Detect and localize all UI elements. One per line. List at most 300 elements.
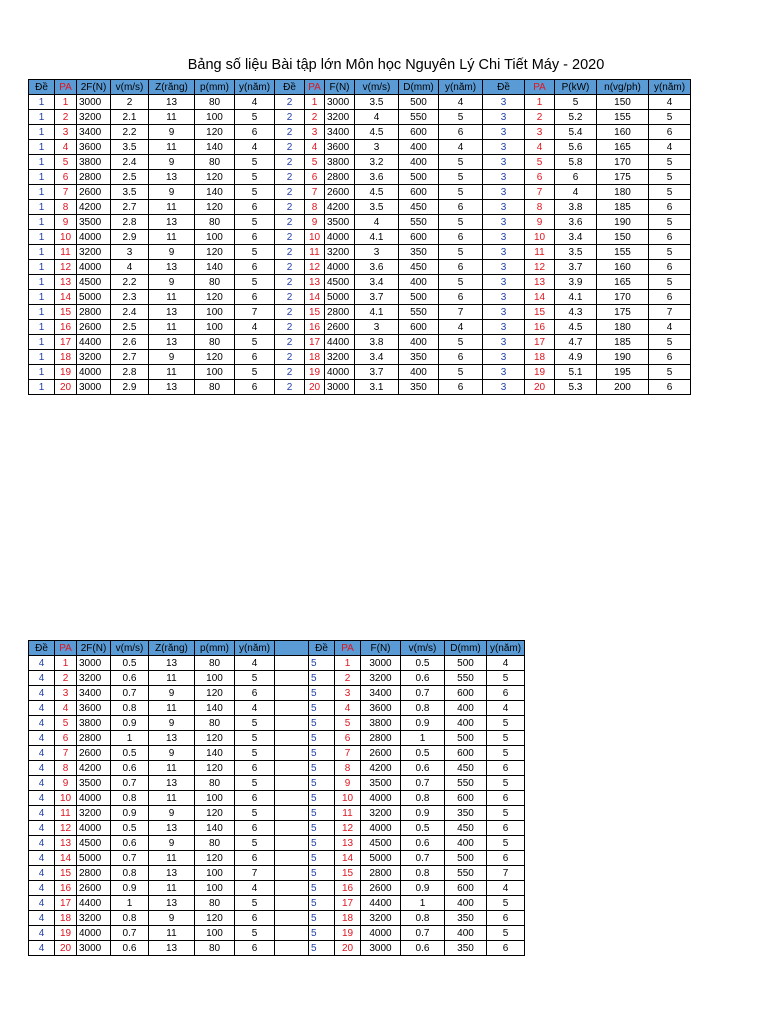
table-cell: 1 bbox=[29, 185, 55, 200]
table-cell: 5 bbox=[487, 896, 525, 911]
table-cell: 10 bbox=[525, 230, 555, 245]
table-cell: 7 bbox=[525, 185, 555, 200]
table-cell: 6 bbox=[487, 851, 525, 866]
table-cell: 3 bbox=[483, 335, 525, 350]
table-cell: 5 bbox=[439, 245, 483, 260]
column-header: n(vg/ph) bbox=[597, 80, 649, 95]
table-cell: 2 bbox=[55, 110, 77, 125]
table-cell: 6 bbox=[235, 230, 275, 245]
table-cell: 4200 bbox=[325, 200, 355, 215]
table-cell: 6 bbox=[235, 200, 275, 215]
table-cell: 5 bbox=[309, 731, 335, 746]
table-cell: 4.5 bbox=[355, 185, 399, 200]
column-header: F(N) bbox=[361, 641, 401, 656]
table-cell: 2600 bbox=[77, 746, 111, 761]
table-cell: 2 bbox=[275, 290, 305, 305]
table-cell: 120 bbox=[195, 170, 235, 185]
table-cell: 3.5 bbox=[355, 95, 399, 110]
table-cell: 2600 bbox=[325, 185, 355, 200]
table-row bbox=[29, 911, 525, 926]
table-cell: 5 bbox=[309, 941, 335, 956]
table-cell: 1 bbox=[29, 170, 55, 185]
table-cell: 1 bbox=[29, 125, 55, 140]
table-cell: 3200 bbox=[325, 350, 355, 365]
table-cell: 2.3 bbox=[111, 290, 149, 305]
table-cell: 4 bbox=[235, 140, 275, 155]
table-cell: 19 bbox=[305, 365, 325, 380]
table-cell: 3200 bbox=[77, 350, 111, 365]
column-header: Đề bbox=[483, 80, 525, 95]
column-header: Z(răng) bbox=[149, 80, 195, 95]
table-cell: 3 bbox=[483, 125, 525, 140]
table-cell: 3800 bbox=[361, 716, 401, 731]
table-cell: 1 bbox=[29, 245, 55, 260]
table-cell: 3500 bbox=[77, 215, 111, 230]
table-cell: 20 bbox=[525, 380, 555, 395]
table-cell bbox=[275, 806, 309, 821]
table-cell: 15 bbox=[305, 305, 325, 320]
table-cell: 3 bbox=[483, 215, 525, 230]
table-row bbox=[29, 776, 525, 791]
table-cell: 2 bbox=[275, 140, 305, 155]
table-cell: 3200 bbox=[77, 245, 111, 260]
table-cell: 4000 bbox=[325, 230, 355, 245]
table-cell: 400 bbox=[399, 275, 439, 290]
table-cell: 4.7 bbox=[555, 335, 597, 350]
table-cell: 190 bbox=[597, 215, 649, 230]
table-row bbox=[29, 716, 525, 731]
table-cell: 4 bbox=[29, 896, 55, 911]
table-cell: 80 bbox=[195, 215, 235, 230]
table-cell: 2.7 bbox=[111, 200, 149, 215]
table-cell: 150 bbox=[597, 230, 649, 245]
table-cell: 4000 bbox=[325, 260, 355, 275]
table-cell: 5 bbox=[309, 791, 335, 806]
table-cell bbox=[275, 716, 309, 731]
table-cell: 3 bbox=[525, 125, 555, 140]
table-cell: 6 bbox=[439, 200, 483, 215]
table-cell: 4200 bbox=[361, 761, 401, 776]
table-cell: 0.5 bbox=[401, 656, 445, 671]
table-cell: 4 bbox=[29, 761, 55, 776]
table-cell: 3 bbox=[483, 155, 525, 170]
table-cell: 11 bbox=[149, 701, 195, 716]
column-header: y(năm) bbox=[649, 80, 691, 95]
table-cell: 13 bbox=[149, 941, 195, 956]
table-cell: 5 bbox=[235, 185, 275, 200]
table-cell: 3200 bbox=[77, 806, 111, 821]
table-cell: 5 bbox=[525, 155, 555, 170]
table-cell: 8 bbox=[305, 200, 325, 215]
table-cell: 6 bbox=[235, 941, 275, 956]
table-cell: 0.6 bbox=[111, 761, 149, 776]
table-cell: 155 bbox=[597, 245, 649, 260]
table-cell: 1 bbox=[29, 140, 55, 155]
table-cell: 2 bbox=[305, 110, 325, 125]
table-cell: 7 bbox=[439, 305, 483, 320]
column-header: PA bbox=[525, 80, 555, 95]
table-cell: 11 bbox=[149, 230, 195, 245]
table-cell: 8 bbox=[55, 200, 77, 215]
table-cell: 16 bbox=[55, 881, 77, 896]
table-cell: 0.8 bbox=[401, 791, 445, 806]
table-cell: 6 bbox=[649, 260, 691, 275]
table-cell: 3800 bbox=[77, 716, 111, 731]
table-cell: 5 bbox=[649, 185, 691, 200]
table-cell: 5 bbox=[235, 896, 275, 911]
table-cell: 4 bbox=[29, 911, 55, 926]
table-cell: 9 bbox=[55, 215, 77, 230]
table-cell: 5 bbox=[439, 110, 483, 125]
table-cell: 9 bbox=[149, 806, 195, 821]
table-cell: 6 bbox=[649, 125, 691, 140]
table-cell: 20 bbox=[335, 941, 361, 956]
table-cell: 5 bbox=[649, 275, 691, 290]
table-cell: 500 bbox=[445, 656, 487, 671]
table-cell: 9 bbox=[149, 155, 195, 170]
table-cell: 0.5 bbox=[401, 821, 445, 836]
table-row bbox=[29, 215, 691, 230]
table-cell: 4 bbox=[29, 776, 55, 791]
table-cell: 600 bbox=[445, 791, 487, 806]
table-cell: 6 bbox=[335, 731, 361, 746]
table-cell: 120 bbox=[195, 851, 235, 866]
table-cell: 7 bbox=[55, 746, 77, 761]
table-cell: 5000 bbox=[361, 851, 401, 866]
table-cell: 3.4 bbox=[355, 350, 399, 365]
table-cell: 6 bbox=[487, 761, 525, 776]
table-cell: 13 bbox=[149, 656, 195, 671]
table-cell: 5 bbox=[487, 806, 525, 821]
table-cell: 6 bbox=[235, 821, 275, 836]
table-cell: 600 bbox=[399, 230, 439, 245]
table-cell: 2.7 bbox=[111, 350, 149, 365]
table-cell: 4400 bbox=[77, 335, 111, 350]
table-cell: 3.5 bbox=[555, 245, 597, 260]
table-cell: 2.4 bbox=[111, 155, 149, 170]
table-cell: 2.9 bbox=[111, 380, 149, 395]
table-cell: 600 bbox=[445, 881, 487, 896]
column-header: D(mm) bbox=[399, 80, 439, 95]
table-cell: 3500 bbox=[325, 215, 355, 230]
table-cell: 0.6 bbox=[401, 671, 445, 686]
table-cell: 140 bbox=[195, 260, 235, 275]
table-cell: 3400 bbox=[77, 125, 111, 140]
table-cell: 4.5 bbox=[355, 125, 399, 140]
column-header: v(m/s) bbox=[401, 641, 445, 656]
table-cell: 4000 bbox=[77, 230, 111, 245]
table-cell: 6 bbox=[487, 941, 525, 956]
table-cell: 1 bbox=[111, 896, 149, 911]
table-cell: 19 bbox=[335, 926, 361, 941]
table-cell: 2 bbox=[275, 125, 305, 140]
table-cell: 1 bbox=[29, 110, 55, 125]
table-cell: 5 bbox=[235, 731, 275, 746]
table-row bbox=[29, 941, 525, 956]
table-cell: 4 bbox=[335, 701, 361, 716]
table-row bbox=[29, 125, 691, 140]
table-row bbox=[29, 290, 691, 305]
table-cell: 3200 bbox=[77, 911, 111, 926]
table-cell: 3400 bbox=[77, 686, 111, 701]
table-cell: 2 bbox=[525, 110, 555, 125]
table-cell: 9 bbox=[149, 686, 195, 701]
table-cell: 3600 bbox=[325, 140, 355, 155]
table-cell: 3000 bbox=[77, 380, 111, 395]
table-cell: 2.2 bbox=[111, 275, 149, 290]
table-cell: 400 bbox=[399, 365, 439, 380]
table-cell: 5 bbox=[235, 215, 275, 230]
table-cell: 3.7 bbox=[355, 290, 399, 305]
table-cell: 4 bbox=[355, 110, 399, 125]
table-cell: 5 bbox=[235, 170, 275, 185]
table-cell: 17 bbox=[55, 896, 77, 911]
table-cell: 14 bbox=[335, 851, 361, 866]
table-cell: 4 bbox=[111, 260, 149, 275]
table-cell: 6 bbox=[487, 911, 525, 926]
table-cell: 500 bbox=[399, 95, 439, 110]
table-cell: 9 bbox=[149, 125, 195, 140]
table-row bbox=[29, 686, 525, 701]
table-cell: 0.8 bbox=[111, 866, 149, 881]
table-cell: 0.6 bbox=[111, 941, 149, 956]
table-cell: 3000 bbox=[77, 656, 111, 671]
table-cell: 3 bbox=[483, 305, 525, 320]
table-cell: 100 bbox=[195, 866, 235, 881]
table-cell: 11 bbox=[149, 926, 195, 941]
table-row bbox=[29, 896, 525, 911]
table-cell: 11 bbox=[149, 791, 195, 806]
table-cell: 3 bbox=[483, 365, 525, 380]
table-cell: 11 bbox=[149, 881, 195, 896]
table-cell: 3 bbox=[483, 230, 525, 245]
table-cell: 3600 bbox=[77, 140, 111, 155]
table-row bbox=[29, 836, 525, 851]
table-cell: 2 bbox=[275, 305, 305, 320]
table-cell: 4 bbox=[235, 320, 275, 335]
table-cell: 0.7 bbox=[401, 776, 445, 791]
table-row bbox=[29, 365, 691, 380]
table-cell: 2600 bbox=[361, 746, 401, 761]
table-cell: 3.4 bbox=[555, 230, 597, 245]
table-cell: 165 bbox=[597, 275, 649, 290]
table-cell: 4 bbox=[235, 701, 275, 716]
table-cell: 0.6 bbox=[111, 671, 149, 686]
table-row bbox=[29, 866, 525, 881]
table-cell: 1 bbox=[335, 656, 361, 671]
table-cell: 12 bbox=[525, 260, 555, 275]
table-cell: 450 bbox=[445, 821, 487, 836]
table-cell: 18 bbox=[55, 350, 77, 365]
table-cell: 2800 bbox=[361, 731, 401, 746]
table-cell: 200 bbox=[597, 380, 649, 395]
table-cell: 0.9 bbox=[401, 716, 445, 731]
table-cell: 6 bbox=[235, 380, 275, 395]
table-cell: 3 bbox=[483, 245, 525, 260]
table-cell: 2800 bbox=[77, 866, 111, 881]
table-cell: 5 bbox=[335, 716, 361, 731]
table-cell: 3800 bbox=[325, 155, 355, 170]
table-cell: 2 bbox=[275, 230, 305, 245]
column-header: v(m/s) bbox=[111, 80, 149, 95]
table-row bbox=[29, 746, 525, 761]
table-cell bbox=[275, 941, 309, 956]
column-header: D(mm) bbox=[445, 641, 487, 656]
table-cell: 6 bbox=[235, 761, 275, 776]
table-cell bbox=[275, 911, 309, 926]
table-cell: 1 bbox=[29, 350, 55, 365]
table-cell: 9 bbox=[149, 350, 195, 365]
table-cell: 500 bbox=[445, 851, 487, 866]
table-cell: 5 bbox=[649, 170, 691, 185]
table-cell: 16 bbox=[305, 320, 325, 335]
table-cell: 0.7 bbox=[111, 686, 149, 701]
table-cell: 4 bbox=[487, 656, 525, 671]
column-header: PA bbox=[305, 80, 325, 95]
table-cell: 6 bbox=[439, 350, 483, 365]
table-cell: 5 bbox=[649, 365, 691, 380]
table-cell: 13 bbox=[149, 95, 195, 110]
table-cell: 2800 bbox=[77, 170, 111, 185]
table-cell: 2.8 bbox=[111, 365, 149, 380]
table-cell: 16 bbox=[55, 320, 77, 335]
table-cell: 2 bbox=[55, 671, 77, 686]
table-cell: 5 bbox=[235, 365, 275, 380]
table-cell: 5 bbox=[235, 776, 275, 791]
column-header: P(kW) bbox=[555, 80, 597, 95]
table-cell: 3.7 bbox=[555, 260, 597, 275]
column-header: Z(răng) bbox=[149, 641, 195, 656]
table-cell: 6 bbox=[649, 230, 691, 245]
table-cell: 5 bbox=[309, 926, 335, 941]
table-cell: 19 bbox=[525, 365, 555, 380]
table-cell: 9 bbox=[149, 746, 195, 761]
table-cell: 3 bbox=[483, 380, 525, 395]
table-cell: 5 bbox=[487, 671, 525, 686]
table-cell: 9 bbox=[335, 776, 361, 791]
table-cell: 120 bbox=[195, 350, 235, 365]
table-cell: 0.6 bbox=[401, 941, 445, 956]
table-cell: 2 bbox=[275, 215, 305, 230]
table-cell: 6 bbox=[235, 851, 275, 866]
table-cell: 80 bbox=[195, 335, 235, 350]
table-cell: 600 bbox=[399, 185, 439, 200]
table-cell: 3600 bbox=[77, 701, 111, 716]
table-cell: 4.1 bbox=[355, 305, 399, 320]
table-cell: 5 bbox=[309, 896, 335, 911]
table-cell: 190 bbox=[597, 350, 649, 365]
table-cell: 2 bbox=[275, 320, 305, 335]
table-cell: 4000 bbox=[77, 791, 111, 806]
table-cell: 120 bbox=[195, 200, 235, 215]
table-cell: 3 bbox=[483, 110, 525, 125]
table-cell: 6 bbox=[649, 200, 691, 215]
table-cell: 100 bbox=[195, 230, 235, 245]
table-cell: 0.9 bbox=[111, 716, 149, 731]
table-cell bbox=[275, 851, 309, 866]
table-cell: 4 bbox=[29, 746, 55, 761]
table-cell: 3200 bbox=[325, 245, 355, 260]
table-cell: 350 bbox=[445, 911, 487, 926]
table-cell: 5000 bbox=[77, 290, 111, 305]
column-header: Đề bbox=[309, 641, 335, 656]
table-cell: 550 bbox=[445, 776, 487, 791]
table-cell: 11 bbox=[149, 761, 195, 776]
table-cell: 3.6 bbox=[355, 170, 399, 185]
table-cell: 2800 bbox=[77, 305, 111, 320]
table-row bbox=[29, 140, 691, 155]
table-cell: 3.1 bbox=[355, 380, 399, 395]
table-cell: 5 bbox=[309, 881, 335, 896]
table-cell: 80 bbox=[195, 155, 235, 170]
table-row bbox=[29, 881, 525, 896]
table-cell: 10 bbox=[55, 230, 77, 245]
table-cell: 18 bbox=[525, 350, 555, 365]
table-cell: 11 bbox=[149, 320, 195, 335]
table-cell: 5 bbox=[439, 365, 483, 380]
table-cell: 120 bbox=[195, 686, 235, 701]
column-header: F(N) bbox=[325, 80, 355, 95]
table-row bbox=[29, 851, 525, 866]
table-cell: 6 bbox=[439, 290, 483, 305]
table-cell: 0.8 bbox=[401, 911, 445, 926]
table-cell: 14 bbox=[305, 290, 325, 305]
table-cell: 2 bbox=[275, 110, 305, 125]
table-cell: 3400 bbox=[325, 125, 355, 140]
table-cell: 1 bbox=[29, 365, 55, 380]
table-cell: 6 bbox=[439, 230, 483, 245]
table-cell: 4.3 bbox=[555, 305, 597, 320]
table-cell: 2 bbox=[275, 245, 305, 260]
table-cell: 4 bbox=[355, 215, 399, 230]
table-cell bbox=[275, 836, 309, 851]
table-header-row bbox=[29, 80, 691, 95]
table-cell: 12 bbox=[335, 821, 361, 836]
table-cell: 3 bbox=[483, 170, 525, 185]
table-cell: 20 bbox=[55, 941, 77, 956]
table-cell: 1 bbox=[29, 335, 55, 350]
table-cell: 7 bbox=[235, 866, 275, 881]
table-cell: 1 bbox=[55, 95, 77, 110]
table-cell: 3500 bbox=[361, 776, 401, 791]
table-cell: 6 bbox=[235, 791, 275, 806]
table-cell: 170 bbox=[597, 155, 649, 170]
table-row bbox=[29, 806, 525, 821]
table-cell: 2800 bbox=[325, 305, 355, 320]
table-cell: 3 bbox=[483, 290, 525, 305]
table-cell: 180 bbox=[597, 320, 649, 335]
table-cell: 100 bbox=[195, 365, 235, 380]
table-cell: 5 bbox=[487, 836, 525, 851]
table-cell: 12 bbox=[55, 821, 77, 836]
table-cell: 450 bbox=[399, 260, 439, 275]
table-cell: 20 bbox=[55, 380, 77, 395]
table-row bbox=[29, 110, 691, 125]
table-cell: 160 bbox=[597, 125, 649, 140]
table-cell: 500 bbox=[399, 170, 439, 185]
table-cell: 0.9 bbox=[111, 806, 149, 821]
table-cell: 1 bbox=[111, 731, 149, 746]
table-cell: 6 bbox=[235, 686, 275, 701]
table-cell: 1 bbox=[29, 95, 55, 110]
table-cell: 2800 bbox=[77, 731, 111, 746]
table-cell: 5 bbox=[309, 866, 335, 881]
table-cell: 11 bbox=[305, 245, 325, 260]
table-cell: 3.5 bbox=[111, 185, 149, 200]
table-cell: 6 bbox=[649, 350, 691, 365]
table-cell: 19 bbox=[55, 926, 77, 941]
table-cell: 550 bbox=[399, 305, 439, 320]
